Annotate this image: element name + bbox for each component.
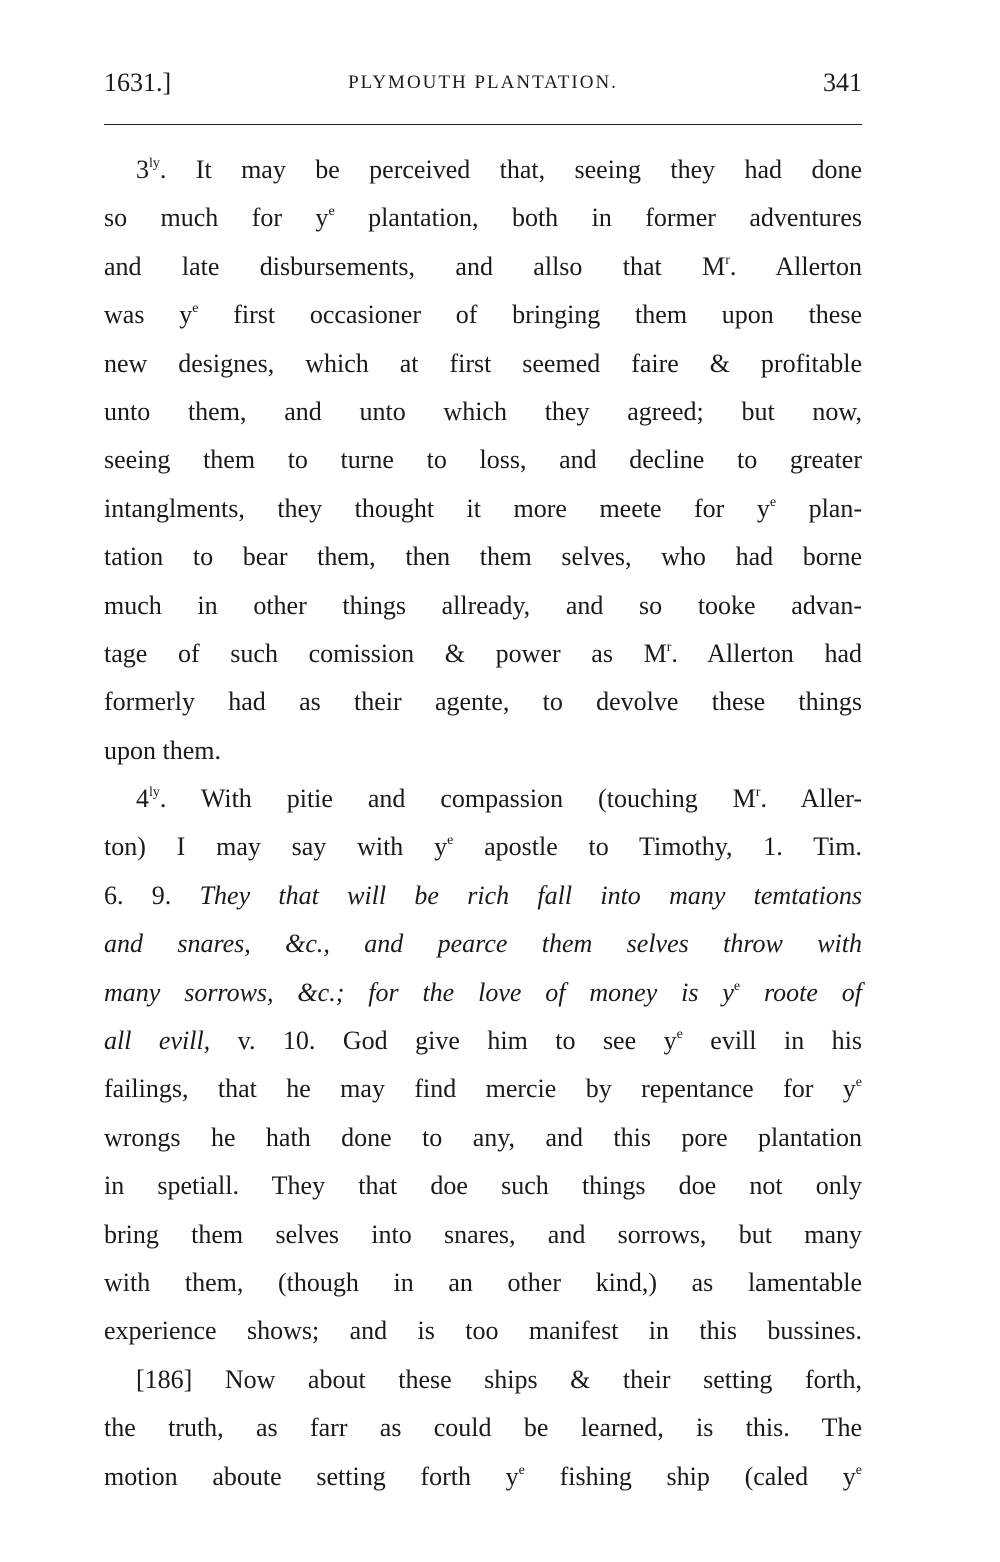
text-segment: v. 10. God give him to see y	[210, 1026, 677, 1056]
text-segment: 6. 9.	[104, 880, 200, 910]
text-line	[104, 485, 862, 533]
text-segment: new designes, which at first seemed faire & profitable	[104, 348, 862, 378]
text-segment: fishing ship (caled y	[524, 1461, 856, 1491]
text-line	[104, 1114, 862, 1162]
superscript: e	[328, 204, 335, 220]
text-segment: bring them selves into snares, and sorrows, but many	[104, 1219, 862, 1249]
text-line	[104, 678, 862, 726]
superscript: e	[769, 494, 777, 510]
text-line	[104, 920, 862, 968]
text-segment: [186] Now about these ships & their setting forth,	[136, 1364, 862, 1394]
text-segment: . Allerton had	[671, 638, 862, 668]
superscript: r	[755, 785, 761, 801]
text-line	[104, 823, 862, 871]
text-line	[104, 1017, 862, 1065]
italic-text: and snares, &c., and pearce them selves throw with	[104, 929, 862, 959]
superscript: r	[666, 639, 672, 655]
text-segment: the truth, as farr as could be learned, is this. The	[104, 1413, 862, 1443]
text-segment: experience shows; and is too manifest in this bussines.	[104, 1316, 862, 1346]
text-segment: failings, that he may find mercie by repentance for y	[104, 1074, 856, 1104]
running-header	[104, 68, 862, 104]
text-line	[104, 775, 862, 823]
text-line	[104, 727, 862, 775]
text-segment: seeing them to turne to loss, and decline to greater	[104, 445, 862, 475]
header-title: PLYMOUTH PLANTATION.	[348, 72, 618, 93]
text-line	[104, 340, 862, 388]
text-line	[104, 1211, 862, 1259]
text-segment: was y	[104, 300, 193, 330]
text-line	[104, 533, 862, 581]
italic-text: They that will be rich fall into many temtations	[199, 880, 862, 910]
text-segment: . Allerton	[729, 251, 862, 281]
italic-text: many sorrows, &c.; for the love of money is y	[104, 977, 734, 1007]
italic-text: all evill,	[104, 1026, 211, 1056]
text-line	[104, 1307, 862, 1355]
text-segment: plantation, both in former adventures	[334, 203, 862, 233]
text-line	[104, 146, 862, 194]
text-segment: . Aller-	[760, 784, 862, 814]
header-rule	[104, 124, 862, 125]
text-line	[104, 969, 862, 1017]
text-line	[104, 388, 862, 436]
superscript: ly	[149, 785, 160, 801]
text-segment: tation to bear them, then them selves, who had borne	[104, 542, 862, 572]
text-line	[104, 630, 862, 678]
text-segment: and late disbursements, and allso that M	[104, 251, 726, 281]
text-segment: . With pitie and compassion (touching M	[159, 784, 756, 814]
page-body-text	[104, 146, 862, 1501]
text-segment: plan-	[776, 493, 863, 523]
text-line	[104, 243, 862, 291]
text-segment: evill in his	[682, 1026, 862, 1056]
text-line	[104, 436, 862, 484]
superscript: e	[676, 1027, 683, 1043]
text-line	[104, 1259, 862, 1307]
text-segment: . It may be perceived that, seeing they had done	[159, 155, 862, 184]
text-line	[104, 194, 862, 242]
text-line	[104, 1356, 862, 1404]
text-segment: in spetiall. They that doe such things doe not only	[104, 1171, 862, 1201]
superscript: e	[855, 1462, 862, 1478]
text-segment: so much for y	[104, 203, 329, 233]
text-segment: formerly had as their agente, to devolve these things	[104, 687, 862, 717]
text-segment: 4	[136, 784, 149, 814]
superscript: e	[192, 301, 199, 317]
text-line	[104, 291, 862, 339]
text-segment: motion aboute setting forth y	[104, 1461, 519, 1491]
text-segment: unto them, and unto which they agreed; but now,	[104, 396, 862, 426]
text-segment: 3	[136, 155, 149, 184]
text-segment: with them, (though in an other kind,) as lamentable	[104, 1267, 862, 1297]
text-line	[104, 1065, 862, 1113]
text-segment: wrongs he hath done to any, and this pore plantation	[104, 1122, 862, 1152]
page-number: 341	[823, 68, 862, 97]
text-segment: upon them.	[104, 735, 221, 765]
superscript: ly	[149, 156, 160, 171]
text-segment: first occasioner of bringing them upon these	[198, 300, 862, 330]
header-year: 1631.]	[104, 68, 172, 97]
text-segment: apostle to Timothy, 1. Tim.	[453, 832, 863, 862]
text-line	[104, 582, 862, 630]
text-line	[104, 1404, 862, 1452]
superscript: e	[733, 978, 741, 994]
superscript: e	[518, 1462, 525, 1478]
text-line	[104, 1162, 862, 1210]
text-line	[104, 872, 862, 920]
superscript: r	[725, 252, 730, 268]
text-segment: ton) I may say with y	[104, 832, 448, 862]
text-line	[104, 1453, 862, 1501]
text-segment: intanglments, they thought it more meete for y	[104, 493, 770, 523]
text-segment: tage of such comission & power as M	[104, 638, 667, 668]
superscript: e	[447, 833, 454, 849]
superscript: e	[855, 1075, 862, 1091]
text-segment: much in other things allready, and so tooke advan-	[104, 590, 862, 620]
italic-text: roote of	[740, 977, 862, 1007]
